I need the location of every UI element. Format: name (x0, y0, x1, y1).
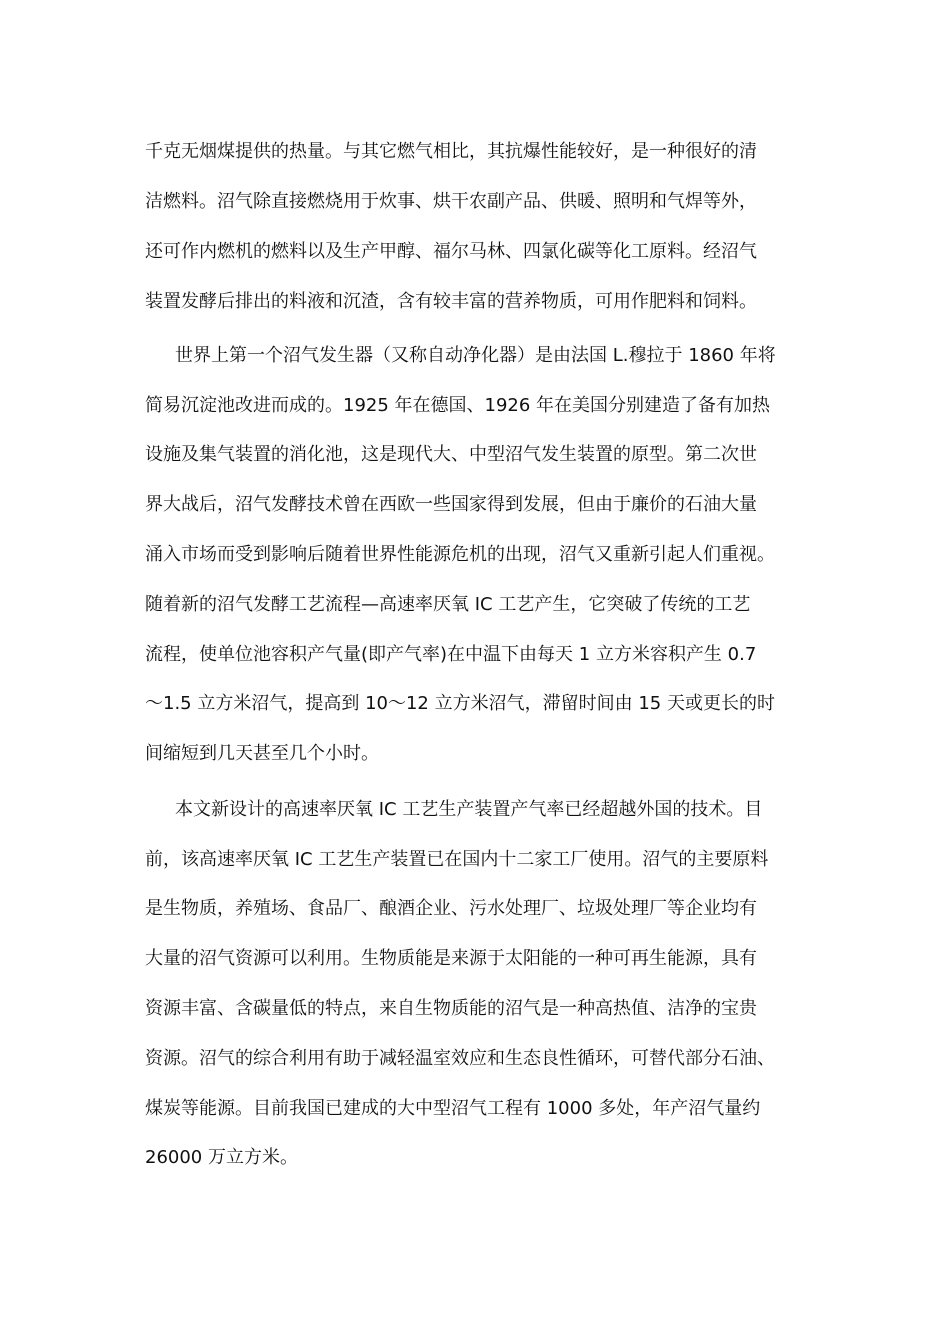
paragraph-3-line-7: 煤炭等能源。目前我国已建成的大中型沼气工程有 1000 多处，年产沼气量约 (145, 1098, 761, 1119)
paragraph-2-line-3: 设施及集气装置的消化池，这是现代大、中型沼气发生装置的原型。第二次世 (145, 444, 757, 465)
paragraph-2-line-8: ～1.5 立方米沼气，提高到 10～12 立方米沼气，滞留时间由 15 天或更长的时 (145, 693, 775, 714)
paragraph-2-line-5: 涌入市场而受到影响后随着世界性能源危机的出现，沼气又重新引起人们重视。 (145, 544, 775, 565)
paragraph-2-line-9: 间缩短到几天甚至几个小时。 (145, 743, 379, 764)
paragraph-1-line-3: 还可作内燃机的燃料以及生产甲醇、福尔马林、四氯化碳等化工原料。经沼气 (145, 241, 757, 262)
paragraph-1-line-1: 千克无烟煤提供的热量。与其它燃气相比，其抗爆性能较好，是一种很好的清 (145, 141, 757, 162)
paragraph-1-line-2: 洁燃料。沼气除直接燃烧用于炊事、烘干农副产品、供暖、照明和气焊等外， (145, 191, 757, 212)
paragraph-3-line-1: 本文新设计的高速率厌氧 IC 工艺生产装置产气率已经超越外国的技术。目 (175, 799, 763, 820)
paragraph-3-line-2: 前，该高速率厌氧 IC 工艺生产装置已在国内十二家工厂使用。沼气的主要原料 (145, 849, 769, 870)
paragraph-3-line-8: 26000 万立方米。 (145, 1147, 298, 1168)
paragraph-1-line-4: 装置发酵后排出的料液和沉渣，含有较丰富的营养物质，可用作肥料和饲料。 (145, 291, 757, 312)
paragraph-3-line-5: 资源丰富、含碳量低的特点，来自生物质能的沼气是一种高热值、洁净的宝贵 (145, 998, 757, 1019)
paragraph-2-line-4: 界大战后，沼气发酵技术曾在西欧一些国家得到发展，但由于廉价的石油大量 (145, 494, 757, 515)
paragraph-2-line-6: 随着新的沼气发酵工艺流程—高速率厌氧 IC 工艺产生，它突破了传统的工艺 (145, 594, 751, 615)
paragraph-2-line-7: 流程，使单位池容积产气量(即产气率)在中温下由每天 1 立方米容积产生 0.7 (145, 644, 757, 665)
paragraph-3-line-3: 是生物质，养殖场、食品厂、酿酒企业、污水处理厂、垃圾处理厂等企业均有 (145, 898, 757, 919)
paragraph-2-line-2: 简易沉淀池改进而成的。1925 年在德国、1926 年在美国分别建造了备有加热 (145, 395, 771, 416)
paragraph-3-line-6: 资源。沼气的综合利用有助于减轻温室效应和生态良性循环，可替代部分石油、 (145, 1048, 775, 1069)
paragraph-3-line-4: 大量的沼气资源可以利用。生物质能是来源于太阳能的一种可再生能源，具有 (145, 948, 757, 969)
paragraph-2-line-1: 世界上第一个沼气发生器（又称自动净化器）是由法国 L.穆拉于 1860 年将 (175, 345, 776, 366)
